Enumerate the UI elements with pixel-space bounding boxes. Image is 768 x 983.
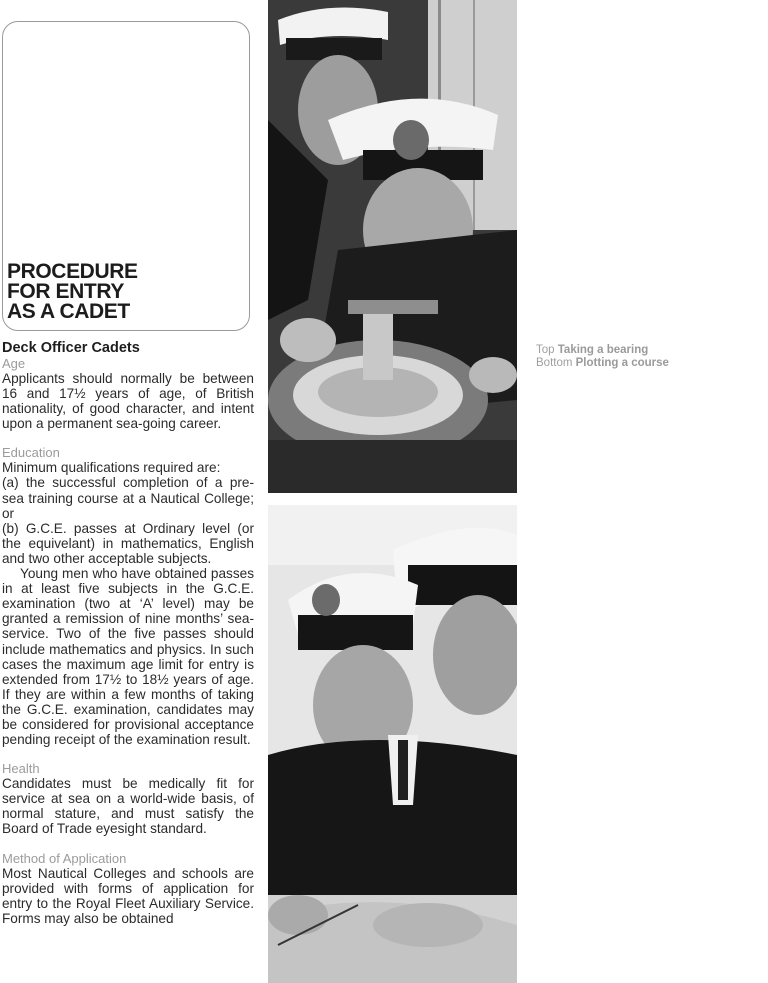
photo-plotting-course [268, 505, 517, 983]
text-column [2, 340, 254, 926]
section-heading: Deck Officer Cadets [2, 340, 140, 356]
photo-plotting-course-image [268, 505, 517, 983]
age-label: Age [2, 356, 26, 371]
title-line-3: AS A CADET [7, 300, 130, 323]
title-panel [2, 21, 250, 331]
caption-top-title: Taking a bearing [557, 344, 649, 356]
caption-bottom-title: Plotting a course [575, 357, 669, 370]
education-paragraph: Young men who have obtained passes in at least five subjects in the G.C.E. examination (two at ‘A’ level) may be granted a remission of nine months’ sea-service. Two of the five passes should include mathematics and physics. In such cases the maximum age limit for entry is extended from 17½ to 18½ years of age. If they are within a few months of taking the G.C.E. examination, candidates may be considered for provisional acceptance pending receipt of the examination result. [2, 566, 254, 748]
health-text: Candidates must be medically fit for service at sea on a world-wide basis, of normal stature, and must satisfy the Board of Trade eyesight standard. [2, 776, 254, 837]
application-label: Method of Application [2, 850, 127, 866]
education-label: Education [2, 445, 60, 461]
health-label: Health [2, 761, 40, 777]
education-item-a: (a) the successful completion of a pre-sea training course at a Nautical College; or [2, 475, 254, 521]
education-item-b: (b) G.C.E. passes at Ordinary level (or the equivelant) in mathematics, English and two other acceptable subjects. [2, 520, 254, 566]
caption-top-prefix: Top [536, 344, 555, 356]
spacer [2, 747, 254, 761]
application-text: Most Nautical Colleges and schools are provided with forms of application for entry to the Royal Fleet Auxiliary Service. Forms may also be obtained [2, 865, 254, 926]
photo-captions [536, 344, 756, 370]
title-line-2: FOR ENTRY [7, 280, 124, 303]
caption-top [536, 344, 756, 357]
photo-taking-bearing-image [268, 0, 517, 493]
title-line-1: PROCEDURE [7, 260, 138, 283]
age-text: Applicants should normally be between 16 and 17½ years of age, of British nationality, of good character, and intent upon a permanent sea-going career. [2, 371, 254, 432]
caption-bottom-prefix: Bottom [536, 357, 573, 370]
spacer [2, 431, 254, 445]
photo-taking-bearing [268, 0, 517, 493]
spacer [2, 837, 254, 851]
page-title [7, 262, 138, 322]
education-intro: Minimum qualifications required are: [2, 460, 221, 476]
caption-bottom [536, 357, 756, 370]
